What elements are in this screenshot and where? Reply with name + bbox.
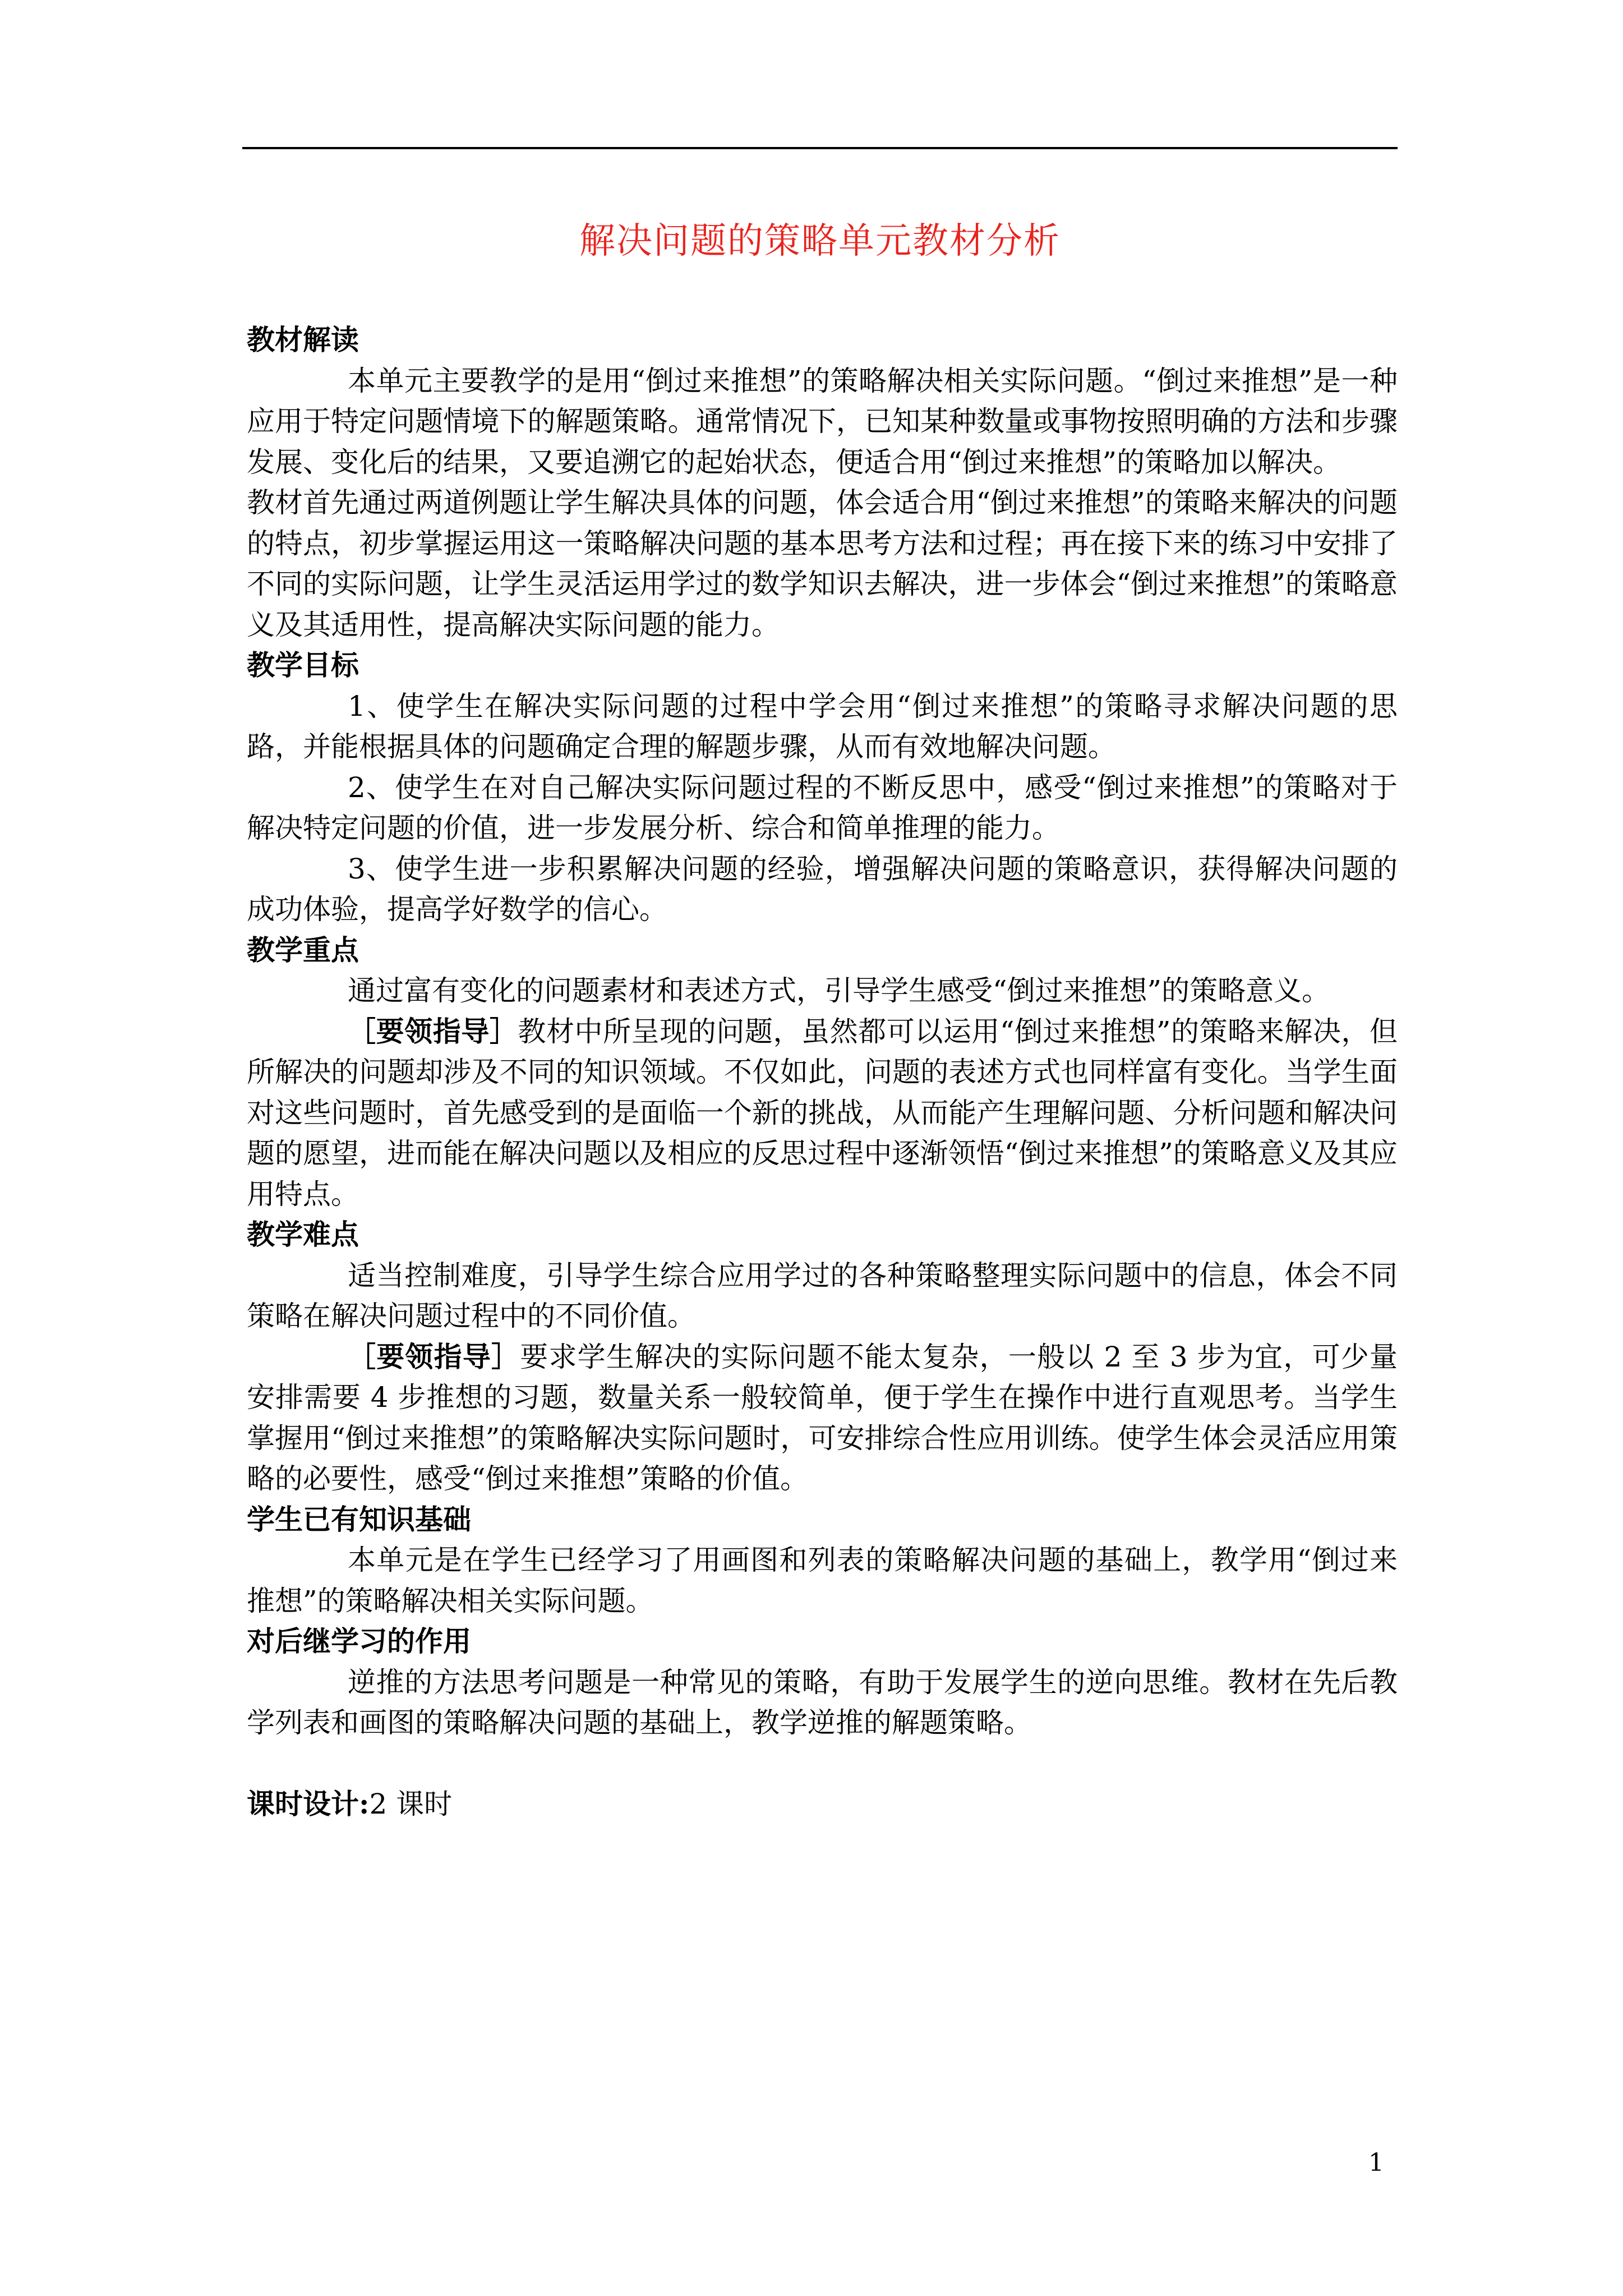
spacer bbox=[247, 1743, 1398, 1784]
goal-item: 1、使学生在解决实际问题的过程中学会用“倒过来推想”的策略寻求解决问题的思路，并能根据具体的问题确定合理的解题步骤，从而有效地解决问题。 bbox=[247, 689, 1398, 763]
page-number: 1 bbox=[1368, 2148, 1384, 2177]
section-heading-teaching-goals: 教学目标 bbox=[247, 648, 359, 682]
paragraph: 教材首先通过两道例题让学生解决具体的问题，体会适合用“倒过来推想”的策略来解决的问题的特点，初步掌握运用这一策略解决问题的基本思考方法和过程；再在接下来的练习中安排了不同的实际问题，让学生灵活运用学过的数学知识去解决，进一步体会“倒过来推想”的策略意义及其适用性，提高解决实际问题的能力。 bbox=[247, 486, 1398, 641]
class-period-label: 课时设计: bbox=[247, 1787, 370, 1820]
paragraph: 通过富有变化的问题素材和表述方式，引导学生感受“倒过来推想”的策略意义。 bbox=[348, 974, 1330, 1007]
goal-item: 3、使学生进一步积累解决问题的经验，增强解决问题的策略意识，获得解决问题的成功体验，提高学好数学的信心。 bbox=[247, 852, 1398, 926]
section-heading-key-points: 教学重点 bbox=[247, 933, 359, 967]
section-heading-follow-up: 对后继学习的作用 bbox=[247, 1625, 471, 1658]
document-body bbox=[247, 320, 1398, 1824]
section-heading-textbook-reading: 教材解读 bbox=[247, 323, 359, 356]
guidance-text: 要求学生解决的实际问题不能太复杂，一般以 2 至 3 步为宜，可少量安排需要 4 步推想的习题，数量关系一般较简单，便于学生在操作中进行直观思考。当学生掌握用“倒过来推想”的策略解决实际问题时，可安排综合性应用训练。使学生体会灵活应用策略的必要性，感受“倒过来推想”策略的价值。 bbox=[247, 1340, 1398, 1495]
document-title: 解决问题的策略单元教材分析 bbox=[579, 220, 1061, 262]
paragraph: 逆推的方法思考问题是一种常见的策略，有助于发展学生的逆向思维。教材在先后教学列表和画图的策略解决问题的基础上，教学逆推的解题策略。 bbox=[247, 1665, 1398, 1739]
header-rule bbox=[242, 147, 1398, 149]
goal-item: 2、使学生在对自己解决实际问题过程的不断反思中，感受“倒过来推想”的策略对于解决特定问题的价值，进一步发展分析、综合和简单推理的能力。 bbox=[247, 771, 1398, 844]
paragraph: 本单元是在学生已经学习了用画图和列表的策略解决问题的基础上，教学用“倒过来推想”的策略解决相关实际问题。 bbox=[247, 1544, 1398, 1617]
paragraph: 本单元主要教学的是用“倒过来推想”的策略解决相关实际问题。“倒过来推想”是一种应用于特定问题情境下的解题策略。通常情况下，已知某种数量或事物按照明确的方法和步骤发展、变化后的结果，又要追溯它的起始状态，便适合用“倒过来推想”的策略加以解决。 bbox=[247, 364, 1398, 478]
guidance-tag: ［要领指导］ bbox=[348, 1340, 520, 1373]
section-heading-prior-knowledge: 学生已有知识基础 bbox=[247, 1502, 471, 1536]
paragraph: 适当控制难度，引导学生综合应用学过的各种策略整理实际问题中的信息，体会不同策略在解决问题过程中的不同价值。 bbox=[247, 1259, 1398, 1332]
paragraph bbox=[247, 1011, 1398, 1215]
section-heading-difficulties: 教学难点 bbox=[247, 1218, 359, 1251]
class-period-value: 2 课时 bbox=[369, 1787, 453, 1820]
guidance-tag: ［要领指导］ bbox=[348, 1014, 518, 1048]
guidance-text: 教材中所呈现的问题，虽然都可以运用“倒过来推想”的策略来解决，但所解决的问题却涉及不同的知识领域。不仅如此，问题的表述方式也同样富有变化。当学生面对这些问题时，首先感受到的是面临一个新的挑战，从而能产生理解问题、分析问题和解决问题的愿望，进而能在解决问题以及相应的反思过程中逐渐领悟“倒过来推想”的策略意义及其应用特点。 bbox=[247, 1015, 1398, 1211]
paragraph bbox=[247, 1337, 1398, 1499]
class-period-line bbox=[247, 1784, 1398, 1825]
